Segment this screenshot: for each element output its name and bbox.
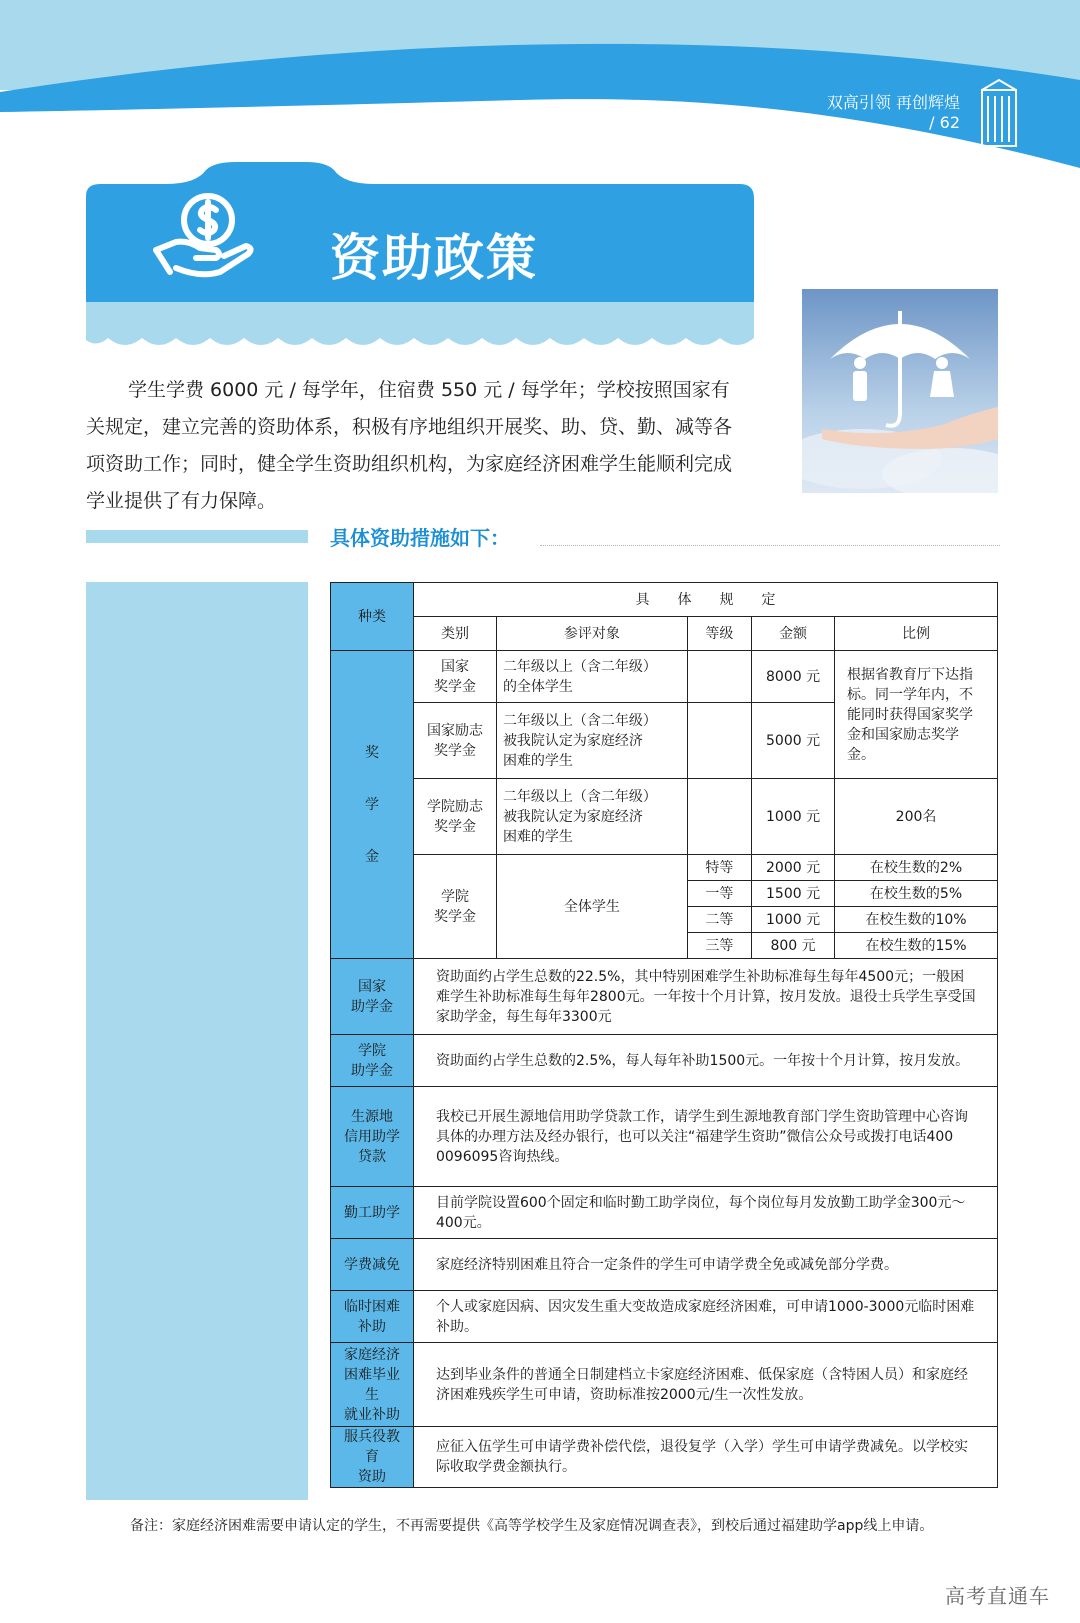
scholarship-kind — [331, 651, 414, 959]
scholarship-label-1: 奖 — [364, 744, 379, 761]
section-subtitle: 具体资助措施如下： — [330, 526, 510, 550]
hand-coin-icon — [150, 188, 260, 288]
subtitle-dotted-line — [540, 545, 1000, 546]
header-spec: 具 体 规 定 — [413, 583, 997, 617]
row-kind: 家庭经济 困难毕业生 就业补助 — [331, 1343, 414, 1427]
inspire-scholarship-target: 二年级以上（含二年级） 被我院认定为家庭经济 困难的学生 — [496, 703, 687, 779]
row-kind: 学院 助学金 — [331, 1035, 414, 1087]
national-scholarship-name: 国家 奖学金 — [413, 651, 496, 703]
header-target: 参评对象 — [496, 617, 687, 651]
national-scholarship-amount: 8000 元 — [752, 651, 835, 703]
grade-amount: 1000 元 — [752, 907, 835, 933]
college-inspire-name: 学院励志 奖学金 — [413, 779, 496, 855]
inspire-scholarship-amount: 5000 元 — [752, 703, 835, 779]
grade-ratio: 在校生数的5% — [835, 881, 998, 907]
page-title: 资助政策 — [330, 229, 538, 287]
college-inspire-amount: 1000 元 — [752, 779, 835, 855]
header-motto — [827, 93, 960, 133]
header-page-number: / 62 — [929, 113, 960, 132]
national-scholarship-grade — [687, 651, 751, 703]
intro-paragraph: 学生学费 6000 元 / 每学年，住宿费 550 元 / 每学年；学校按照国家有关规定，建立完善的资助体系，积极有序地组织开展奖、助、贷、勤、减等各项资助工作；同时，健全学生资助组织机构，为家庭经济困难学生能顺利完成学业提供了有力保障。 — [86, 379, 733, 512]
row-kind: 国家 助学金 — [331, 959, 414, 1035]
header-amount: 金额 — [752, 617, 835, 651]
policy-table — [330, 582, 998, 1488]
grade-amount: 1500 元 — [752, 881, 835, 907]
row-desc: 个人或家庭因病、因灾发生重大变故造成家庭经济困难，可申请1000-3000元临时困难补助。 — [413, 1291, 997, 1343]
top-wave-band — [0, 0, 1080, 170]
watermark: 高考直通车 — [945, 1584, 1050, 1608]
row-desc: 目前学院设置600个固定和临时勤工助学岗位，每个岗位每月发放勤工助学金300元～400元。 — [413, 1187, 997, 1239]
row-desc: 应征入伍学生可申请学费补偿代偿，退役复学（入学）学生可申请学费减免。以学校实际收取学费金额执行。 — [413, 1427, 997, 1488]
footnote: 备注：家庭经济困难需要申请认定的学生，不再需要提供《高等学校学生及家庭情况调查表》，到校后通过福建助学app线上申请。 — [130, 1518, 934, 1534]
row-kind: 勤工助学 — [331, 1187, 414, 1239]
building-icon — [976, 76, 1022, 148]
grade-ratio: 在校生数的2% — [835, 855, 998, 881]
grade-cell: 一等 — [687, 881, 751, 907]
national-scholarship-target: 二年级以上（含二年级） 的全体学生 — [496, 651, 687, 703]
row-kind: 学费减免 — [331, 1239, 414, 1291]
inspire-scholarship-name: 国家励志 奖学金 — [413, 703, 496, 779]
grade-cell: 特等 — [687, 855, 751, 881]
row-desc: 家庭经济特别困难且符合一定条件的学生可申请学费全免或减免部分学费。 — [413, 1239, 997, 1291]
header-category: 类别 — [413, 617, 496, 651]
inspire-scholarship-grade — [687, 703, 751, 779]
row-kind: 生源地 信用助学 贷款 — [331, 1087, 414, 1187]
scholarship-label-2: 学 — [364, 796, 379, 813]
college-scholarship-name: 学院 奖学金 — [413, 855, 496, 959]
college-inspire-target: 二年级以上（含二年级） 被我院认定为家庭经济 困难的学生 — [496, 779, 687, 855]
header-ratio: 比例 — [835, 617, 998, 651]
header-motto-text: 双高引领 再创辉煌 — [826, 93, 960, 112]
college-inspire-ratio: 200名 — [835, 779, 998, 855]
scholarship-label-3: 金 — [364, 848, 379, 865]
grade-ratio: 在校生数的10% — [835, 907, 998, 933]
row-desc: 我校已开展生源地信用助学贷款工作，请学生到生源地教育部门学生资助管理中心咨询具体的办理方法及经办银行，也可以关注“福建学生资助”微信公众号或拨打电话400 0096095咨询热线。 — [413, 1087, 997, 1187]
header-kind: 种类 — [331, 583, 414, 651]
college-scholarship-target: 全体学生 — [496, 855, 687, 959]
umbrella-hand-photo — [802, 289, 998, 493]
grade-ratio: 在校生数的15% — [835, 933, 998, 959]
grade-amount: 800 元 — [752, 933, 835, 959]
row-desc: 资助面约占学生总数的2.5%，每人每年补助1500元。一年按十个月计算，按月发放。 — [413, 1035, 997, 1087]
row-kind: 临时困难 补助 — [331, 1291, 414, 1343]
college-inspire-grade — [687, 779, 751, 855]
subtitle-left-bar — [86, 530, 308, 543]
grade-cell: 二等 — [687, 907, 751, 933]
grade-amount: 2000 元 — [752, 855, 835, 881]
row-kind: 服兵役教育 资助 — [331, 1427, 414, 1488]
left-column-bar — [86, 582, 308, 1500]
shared-ratio: 根据省教育厅下达指标。同一学年内，不能同时获得国家奖学金和国家励志奖学金。 — [835, 651, 998, 779]
row-desc: 达到毕业条件的普通全日制建档立卡家庭经济困难、低保家庭（含特困人员）和家庭经济困难残疾学生可申请，资助标准按2000元/生一次性发放。 — [413, 1343, 997, 1427]
header-grade: 等级 — [687, 617, 751, 651]
grade-cell: 三等 — [687, 933, 751, 959]
row-desc: 资助面约占学生总数的22.5%，其中特别困难学生补助标准每生每年4500元；一般困难学生补助标准每生每年2800元。一年按十个月计算，按月发放。退役士兵学生享受国家助学金，每生每年3300元 — [413, 959, 997, 1035]
